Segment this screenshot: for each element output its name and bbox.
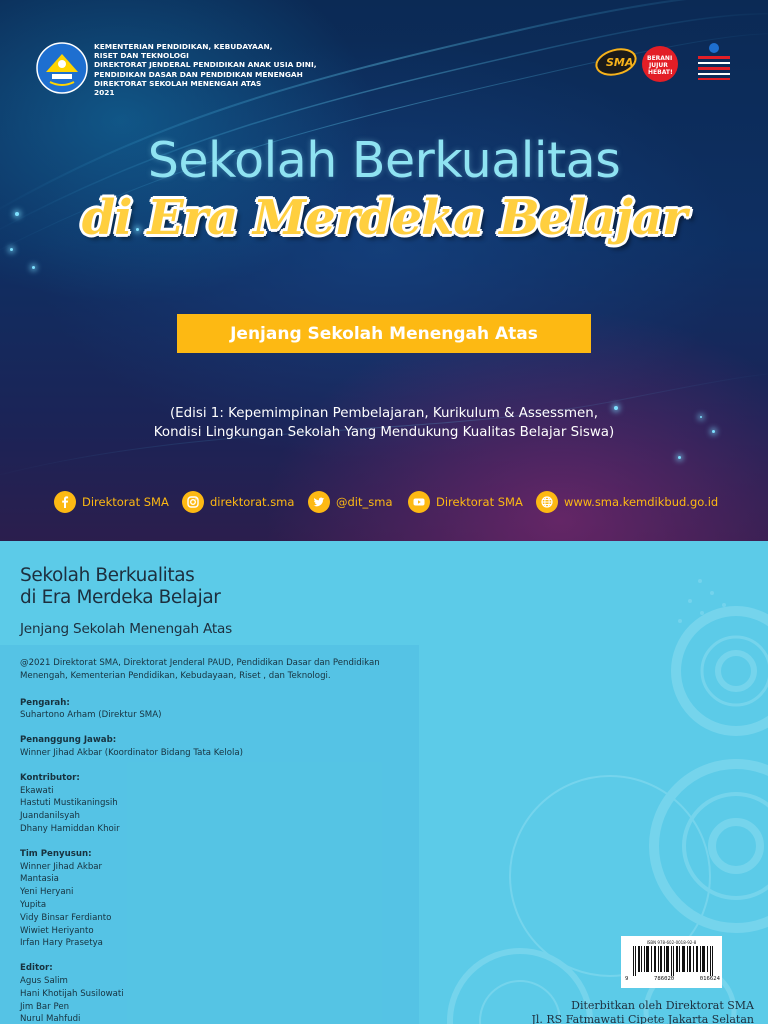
- cover-title: Sekolah Berkualitas: [147, 132, 621, 189]
- credit-role: Penanggung Jawab:: [20, 735, 117, 746]
- svg-text:BERANI: BERANI: [647, 55, 673, 62]
- credit-role: Pengarah:: [20, 697, 70, 708]
- barcode-digit: 016624: [699, 976, 720, 982]
- facebook-link[interactable]: [54, 490, 169, 514]
- credit-name: Yeni Heryani: [20, 887, 74, 898]
- publisher-info: [514, 999, 754, 1024]
- credit-name: Hani Khotijah Susilowati: [20, 988, 124, 999]
- twitter-link[interactable]: [308, 490, 393, 514]
- website-link[interactable]: [536, 490, 718, 514]
- sparkle: [10, 248, 13, 251]
- tut-wuri-handayani-emblem: [36, 42, 88, 94]
- ministry-line: RISET DAN TEKNOLOGI: [94, 51, 189, 61]
- instagram-icon: [182, 491, 204, 513]
- ministry-line: KEMENTERIAN PENDIDIKAN, KEBUDAYAAN,: [94, 42, 273, 51]
- social-links: [54, 490, 734, 514]
- imprint-section: [0, 541, 768, 1024]
- twitter-label: @dit_sma: [336, 495, 393, 509]
- ministry-line: DIREKTORAT SEKOLAH MENENGAH ATAS: [94, 78, 262, 88]
- youtube-icon: [408, 491, 430, 513]
- credit-name: Vidy Binsar Ferdianto: [20, 912, 112, 923]
- credit-name: Yupita: [20, 899, 47, 910]
- credit-name: Suhartono Arham (Direktur SMA): [20, 710, 162, 721]
- ministry-line: PENDIDIKAN DASAR DAN PENDIDIKAN MENENGAH: [94, 69, 303, 79]
- svg-text:HEBAT!: HEBAT!: [648, 69, 673, 76]
- credits-list: [20, 657, 415, 1024]
- credit-name: Wiwiet Heriyanto: [20, 925, 94, 936]
- edition-note: [0, 404, 768, 442]
- svg-text:SMA: SMA: [606, 56, 634, 69]
- globe-icon: [536, 491, 558, 513]
- level-banner: [177, 314, 591, 353]
- publisher-line: Jl. RS Fatmawati Cipete Jakarta Selatan: [531, 1013, 754, 1024]
- credit-name: Mantasia: [20, 874, 59, 885]
- sparkle: [32, 266, 35, 269]
- credit-group: [20, 962, 415, 1024]
- sma-logo: [594, 45, 638, 79]
- credit-name: Jim Bar Pen: [20, 1001, 70, 1012]
- edition-line: (Edisi 1: Kepemimpinan Pembelajaran, Kurikulum & Assessmen,: [169, 406, 599, 421]
- credit-role: Editor:: [20, 963, 53, 974]
- credit-name: Juandanilsyah: [20, 811, 80, 822]
- facebook-icon: [54, 491, 76, 513]
- credit-role: Tim Penyusun:: [20, 848, 92, 859]
- isbn-barcode: [621, 936, 722, 988]
- sparkle: [678, 456, 681, 459]
- publisher-line: Diterbitkan oleh Direktorat SMA: [571, 999, 754, 1012]
- level-label: Jenjang Sekolah Menengah Atas: [230, 323, 538, 344]
- instagram-label: direktorat.sma: [210, 495, 295, 509]
- instagram-link[interactable]: [182, 490, 294, 514]
- hari-antikorupsi-logo: [698, 43, 730, 80]
- edition-line: Kondisi Lingkungan Sekolah Yang Mendukung Kualitas Belajar Siswa): [153, 425, 615, 440]
- ministry-line: DIREKTORAT JENDERAL PENDIDIKAN ANAK USIA DINI,: [94, 60, 317, 70]
- credit-role: Kontributor:: [20, 772, 80, 783]
- barcode-bars: [633, 946, 713, 976]
- barcode-digits: [625, 976, 720, 982]
- ministry-line: 2021: [94, 88, 115, 98]
- imprint-title-line: Sekolah Berkualitas: [20, 565, 195, 586]
- svg-text:JUJUR: JUJUR: [649, 62, 668, 69]
- youtube-link[interactable]: [408, 490, 523, 514]
- credit-name: Dhany Hamiddan Khoir: [20, 823, 120, 834]
- credit-name: Ekawati: [20, 785, 54, 796]
- copyright-text: @2021 Direktorat SMA, Direktorat Jenderal PAUD, Pendidikan Dasar dan Pendidikan Menengah, Kementerian Pendidikan, Kebudayaan, Riset , dan Teknologi.: [20, 658, 380, 681]
- imprint-title-line: di Era Merdeka Belajar: [20, 587, 221, 608]
- credit-name: Agus Salim: [20, 975, 68, 986]
- credit-group: [20, 734, 415, 760]
- website-label: www.sma.kemdikbud.go.id: [564, 495, 719, 509]
- berani-jujur-hebat-logo: [642, 46, 678, 82]
- credit-name: Winner Jihad Akbar (Koordinator Bidang Tata Kelola): [20, 747, 243, 758]
- partner-logos: [594, 40, 734, 92]
- credit-name: Hastuti Mustikaningsih: [20, 798, 118, 809]
- credit-group: [20, 848, 415, 950]
- isbn-text: ISBN 978-602-0018-92-8: [646, 940, 697, 945]
- imprint-title: [20, 565, 220, 609]
- cover-title-script: di Era Merdeka Belajar: [81, 190, 687, 246]
- barcode-digit: 9: [625, 976, 629, 982]
- credit-name: Winner Jihad Akbar: [20, 861, 103, 872]
- credit-name: Irfan Hary Prasetya: [20, 938, 103, 949]
- credit-group: [20, 697, 415, 723]
- facebook-label: Direktorat SMA: [82, 495, 169, 509]
- imprint-subtitle: Jenjang Sekolah Menengah Atas: [20, 621, 232, 637]
- credit-group: [20, 772, 415, 836]
- youtube-label: Direktorat SMA: [436, 495, 523, 509]
- ministry-header: [94, 42, 354, 97]
- twitter-icon: [308, 491, 330, 513]
- credit-name: Nurul Mahfudi: [20, 1014, 81, 1024]
- barcode-digit: 786020: [653, 976, 675, 982]
